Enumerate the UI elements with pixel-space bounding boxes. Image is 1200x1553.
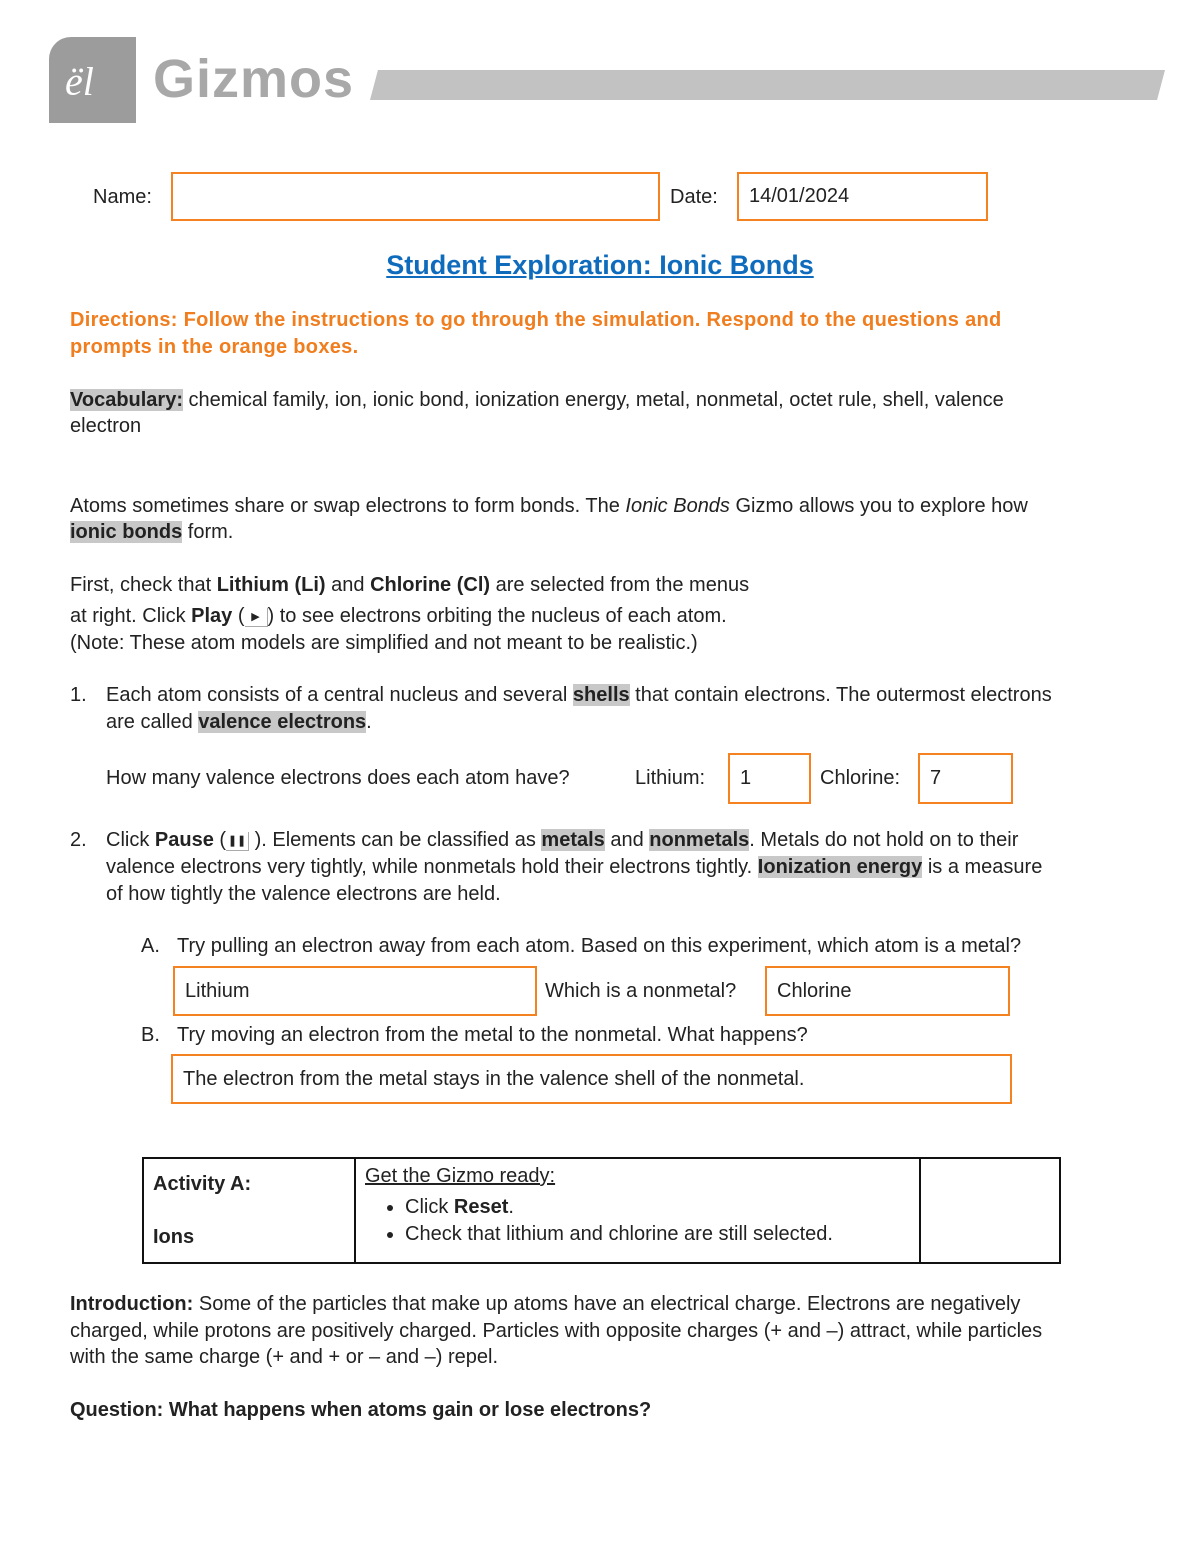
vocab-label: Vocabulary: [70, 389, 183, 411]
date-label: Date: [670, 186, 718, 208]
q2b-text: Try moving an electron from the metal to the nonmetal. What happens? [177, 1024, 808, 1046]
introduction [70, 1291, 1020, 1317]
directions-line2: prompts in the orange boxes. [70, 336, 359, 358]
text: Some of the particles that make up atoms have an electrical charge. Electrons are negatively [193, 1293, 1021, 1315]
chlorine-valence-field[interactable]: 7 [918, 753, 1013, 804]
introduction-label: Introduction: [70, 1293, 194, 1315]
activity-instructions-cell [355, 1158, 920, 1263]
activity-label: Activity A: [153, 1173, 252, 1195]
chlorine-label: Chlorine: [820, 767, 901, 789]
text: ). Elements can be classified as [249, 829, 542, 851]
q1-number: 1. [70, 684, 87, 706]
play-icon: ▶ [245, 608, 268, 627]
text: is a measure [922, 856, 1043, 878]
text: Each atom consists of a central nucleus and several [106, 684, 573, 706]
page-title: Student Exploration: Ionic Bonds [386, 250, 814, 280]
term-ionic-bonds: ionic bonds [70, 521, 183, 543]
play-bold: Play [191, 605, 233, 627]
q1-text [106, 682, 1052, 708]
q2-text [106, 827, 1018, 853]
q2a-text: Try pulling an electron away from each atom. Based on this experiment, which atom is a metal? [177, 935, 1022, 957]
activity-table [142, 1157, 1061, 1264]
text: Atoms sometimes share or swap electrons to form bonds. The [70, 495, 626, 517]
list-item: • Check that lithium and chlorine are still selected. [405, 1221, 910, 1248]
activity-image-cell [920, 1158, 1060, 1263]
text: First, check that [70, 574, 217, 596]
date-field[interactable]: 14/01/2024 [737, 172, 988, 221]
pause-bold: Pause [154, 829, 214, 851]
q2a-label: A. [141, 935, 160, 957]
text: and [604, 829, 650, 851]
q2-number: 2. [70, 829, 87, 851]
introduction-3: with the same charge (+ and + or – and –) repel. [70, 1346, 499, 1368]
q1-prompt: How many valence electrons does each atom have? [106, 767, 570, 789]
text: are selected from the menus [490, 574, 750, 596]
name-label: Name: [93, 186, 152, 208]
term-ionization-energy: Ionization energy [757, 856, 923, 878]
first-paragraph [70, 572, 749, 598]
note: (Note: These atom models are simplified and not meant to be realistic.) [70, 632, 698, 654]
header-bar [370, 70, 1165, 100]
gizmos-logo-text: Gizmos [153, 49, 355, 109]
vocab-text-2: electron [70, 415, 142, 437]
term-valence-electrons: valence electrons [198, 711, 367, 733]
nonmetal-answer-field[interactable]: Chlorine [765, 966, 1010, 1016]
text: valence electrons very tightly, while nonmetals hold their electrons tightly. [106, 856, 758, 878]
q2b-answer-field[interactable]: The electron from the metal stays in the valence shell of the nonmetal. [171, 1054, 1012, 1104]
term-shells: shells [572, 684, 630, 706]
list-item: • Click Reset. [405, 1194, 910, 1221]
text: Gizmo allows you to explore how [729, 495, 1028, 517]
el-logo-icon [49, 37, 136, 123]
question-heading: Question: What happens when atoms gain or lose electrons? [70, 1399, 652, 1421]
text: ( [232, 605, 245, 627]
introduction-2: charged, while protons are positively charged. Particles with opposite charges (+ and –) attract, while particles [70, 1320, 1043, 1342]
get-ready-heading: Get the Gizmo ready: [365, 1165, 556, 1187]
svg-text:ël: ël [65, 59, 94, 104]
q1-text-2 [106, 709, 372, 735]
directions-line1: Directions: Follow the instructions to go through the simulation. Respond to the questions and [70, 309, 1002, 331]
pause-icon: ❚❚ [226, 832, 249, 851]
metal-answer-field[interactable]: Lithium [173, 966, 537, 1016]
first-paragraph-2 [70, 603, 727, 629]
gizmo-name: Ionic Bonds [625, 495, 730, 517]
text: are called [106, 711, 199, 733]
text: . [366, 711, 372, 733]
text: Click [106, 829, 155, 851]
vocabulary [70, 387, 1004, 413]
lithium-label: Lithium: [635, 767, 706, 789]
text: . Metals do not hold on to their [749, 829, 1019, 851]
q2-text-3: of how tightly the valence electrons are held. [106, 883, 501, 905]
term-nonmetals: nonmetals [649, 829, 750, 851]
lithium-bold: Lithium (Li) [216, 574, 326, 596]
vocab-text: chemical family, ion, ionic bond, ionization energy, metal, nonmetal, octet rule, shell, valence [183, 389, 1004, 411]
explorelearning-logo [49, 37, 136, 123]
q2b-label: B. [141, 1024, 160, 1046]
term-metals: metals [541, 829, 605, 851]
q2-text-2 [106, 854, 1042, 880]
lithium-valence-field[interactable]: 1 [728, 753, 811, 804]
text: ( [213, 829, 227, 851]
text: and [325, 574, 371, 596]
intro-paragraph [70, 493, 1028, 519]
nonmetal-label: Which is a nonmetal? [545, 980, 737, 1002]
text: at right. Click [70, 605, 192, 627]
activity-name: Ions [153, 1226, 195, 1248]
activity-label-cell [143, 1158, 355, 1263]
chlorine-bold: Chlorine (Cl) [370, 574, 491, 596]
name-field[interactable] [171, 172, 660, 221]
reset-bold: Reset [453, 1196, 509, 1218]
text: ) to see electrons orbiting the nucleus of each atom. [267, 605, 727, 627]
intro-paragraph-2 [70, 519, 233, 545]
text: form. [182, 521, 234, 543]
text: that contain electrons. The outermost electrons [629, 684, 1052, 706]
